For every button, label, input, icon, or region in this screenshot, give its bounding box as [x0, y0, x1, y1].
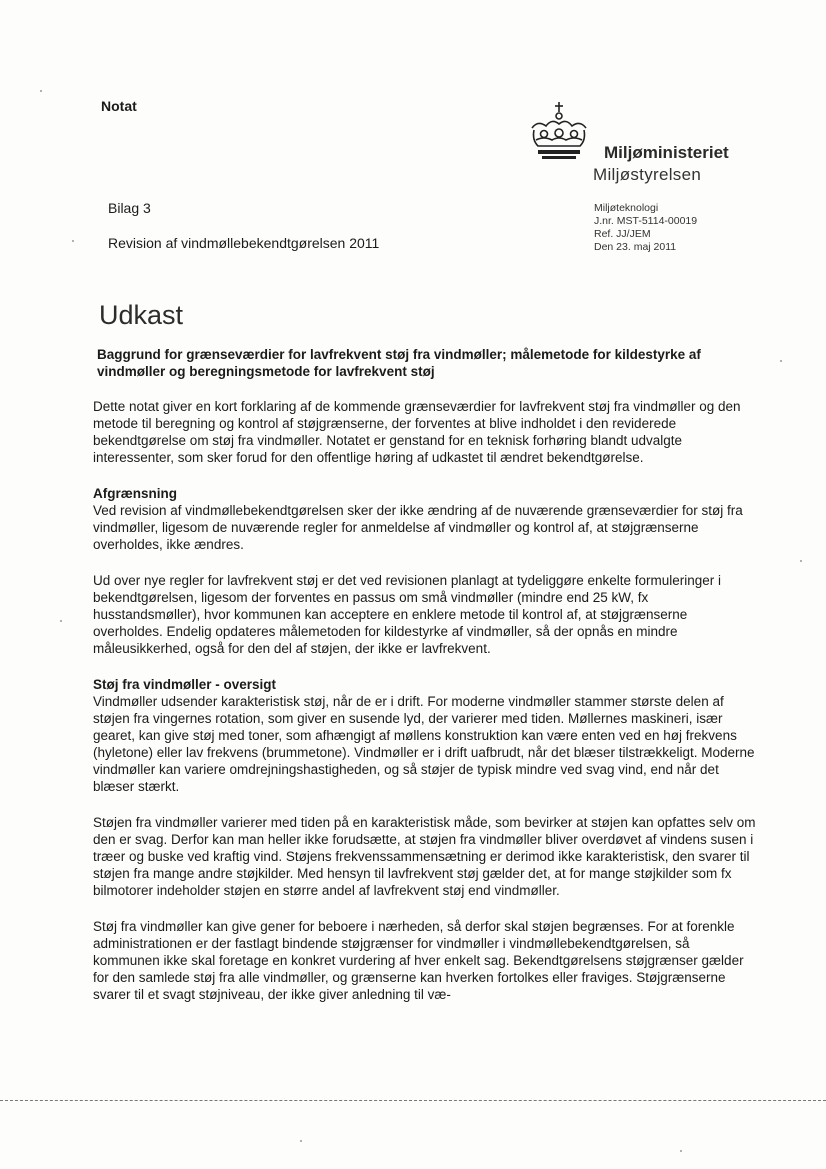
- intro-paragraph: Dette notat giver en kort forklaring af de kommende grænseværdier for lavfrekvent støj fra vindmøller og den metode til beregning og kontrol af støjgrænserne, der forventes at blive indholdet i den reviderede bekendtgørelse om støj fra vindmøller. Notatet er genstand for en teknisk forhøring blandt udvalgte interessenter, som sker forud for den offentlige høring af udkastet til ændret bekendtgørelse.: [93, 399, 741, 465]
- document-meta: [594, 202, 697, 254]
- ministry-name: Miljøministeriet: [604, 143, 729, 162]
- document-type-label: Notat: [101, 98, 137, 114]
- page-title: Udkast: [99, 300, 184, 330]
- appendix-label: Bilag 3: [108, 200, 151, 216]
- section-heading-oversigt: Støj fra vindmøller - oversigt: [93, 677, 277, 692]
- meta-date: Den 23. maj 2011: [594, 241, 677, 253]
- scan-speck: [680, 1150, 682, 1152]
- document-subtitle: Baggrund for grænseværdier for lavfrekvent støj fra vindmøller; målemetode for kildestyrke af vindmøller og beregningsmetode for lavfrekvent støj: [97, 347, 701, 379]
- scan-speck: [72, 240, 74, 242]
- meta-journal-number: J.nr. MST-5114-00019: [594, 215, 698, 227]
- body-paragraph: Støj fra vindmøller kan give gener for beboere i nærheden, så derfor skal støjen begrænses. For at forenkle administrationen er der fastlagt bindende støjgrænser for vindmøller i vindmøllebekendtgørelsen, så kommunen ikke skal foretage en konkret vurdering af hver enkelt sag. Bekendtgørelsens støjgrænser gælder for den samlede støj fra alle vindmøller, og grænserne kan hverken fortolkes eller fraviges. Støjgrænserne svarer til et svagt støjniveau, der ikke giver anledning til væ-: [93, 919, 744, 1002]
- meta-department: Miljøteknologi: [594, 202, 659, 214]
- agency-name: Miljøstyrelsen: [593, 165, 702, 184]
- section-heading-afgraensning: Afgrænsning: [93, 486, 177, 501]
- page-cut-line: [0, 1100, 826, 1101]
- body-paragraph: Vindmøller udsender karakteristisk støj, når de er i drift. For moderne vindmøller stammer største delen af støjen fra vingernes rotation, som giver en susende lyd, der varierer med tiden. Møllernes maskineri, især gearet, kan give støj med toner, som afhængigt af møllens konstruktion kan være enten ved en høj frekvens (hyletone) eller lav frekvens (brummetone). Vindmøller er i drift uafbrudt, når det blæser tilstrækkeligt. Moderne vindmøller kan variere omdrejningshastigheden, og så støjer de typisk mindre ved svag vind, end når det blæser stærkt.: [93, 694, 755, 794]
- scan-speck: [300, 1140, 302, 1142]
- meta-reference: Ref. JJ/JEM: [594, 228, 651, 240]
- body-paragraph: Ved revision af vindmøllebekendtgørelsen sker der ikke ændring af de nuværende grænseværdier for støj fra vindmøller, ligesom de nuværende regler for anmeldelse af vindmøller og kontrol af, at støjgrænserne overholdes, ikke ændres.: [93, 503, 743, 552]
- crown-logo: [524, 100, 594, 162]
- scan-speck: [800, 560, 802, 562]
- scan-speck: [780, 360, 782, 362]
- body-paragraph: Støjen fra vindmøller varierer med tiden på en karakteristisk måde, som bevirker at støjen kan opfattes selv om den er svag. Derfor kan man heller ikke forudsætte, at støjen fra vindmøller bliver overdøvet af vindens susen i træer og buske ved kraftig vind. Støjens frekvenssammensætning er derimod ikke karakteristisk, den svarer til støjen fra mange andre støjkilder. Med hensyn til lavfrekvent støj gælder det, at for mange støjkilder som fx bilmotorer indeholder støjen en større andel af lavfrekvent støj end vindmøller.: [93, 815, 756, 898]
- scan-speck: [60, 620, 62, 622]
- document-body: [93, 398, 758, 1022]
- revision-title: Revision af vindmøllebekendtgørelsen 2011: [108, 235, 380, 251]
- body-paragraph: Ud over nye regler for lavfrekvent støj er det ved revisionen planlagt at tydeliggøre enkelte formuleringer i bekendtgørelsen, ligesom der forventes en passus om små vindmøller (mindre end 25 kW, fx husstandsmøller), hvor kommunen kan acceptere en enklere metode til kontrol af, at støjgrænserne overholdes. Endelig opdateres målemetoden for kildestyrke af vindmøller, så der opnås en mindre måleusikkerhed, også for den del af støjen, der ikke er lavfrekvent.: [93, 573, 722, 656]
- scan-speck: [40, 90, 42, 92]
